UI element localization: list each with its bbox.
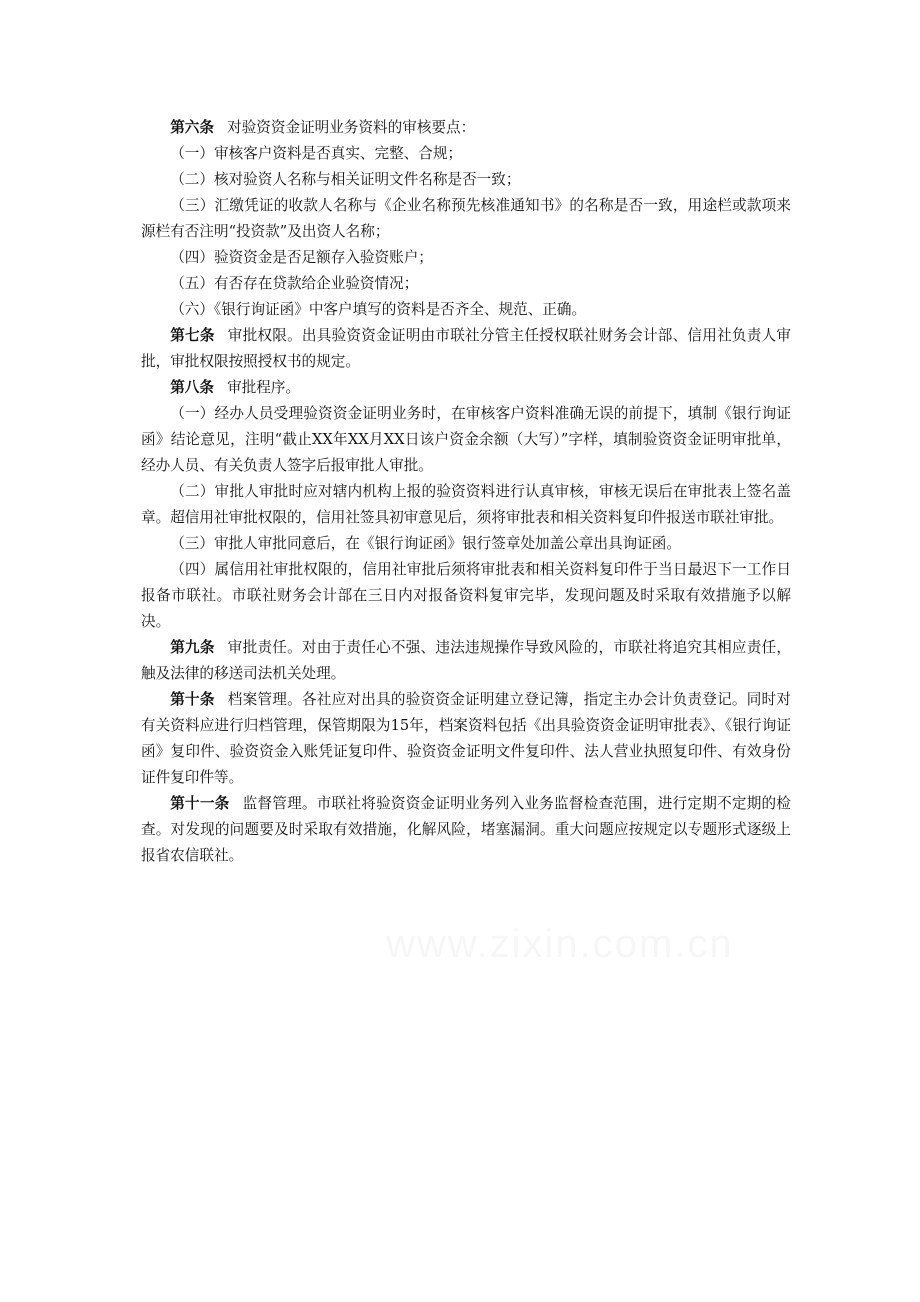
watermark xyxy=(386,922,734,967)
article-8-text: 审批程序。 xyxy=(227,379,301,396)
article-10-heading: 第十条 xyxy=(170,691,215,708)
article-11-heading: 第十一条 xyxy=(170,795,230,812)
article-8-item-1: （一）经办人员受理验资资金证明业务时，在审核客户资料准确无误的前提下，填制《银行询证函》结论意见，注明“截止XX年XX月XX日该户资金余额（大写）”字样，填制验资资金证明审批单，经办人员、有关负责人签字后报审批人审批。 xyxy=(141,405,791,474)
article-11-paragraph xyxy=(141,791,791,869)
article-6-item-2: （二）核对验资人名称与相关证明文件名称是否一致； xyxy=(170,171,521,188)
article-6-item-6: （六）《银行询证函》中客户填写的资料是否齐全、规范、正确。 xyxy=(170,301,587,318)
article-8-heading: 第八条 xyxy=(170,379,214,396)
article-8-item-4: （四）属信用社审批权限的，信用社审批后须将审批表和相关资料复印件于当日最迟下一工作日报备市联社。市联社财务会计部在三日内对报备资料复审完毕，发现问题及时采取有效措施予以解决。 xyxy=(141,561,791,630)
article-9-paragraph xyxy=(141,635,791,687)
article-10-text: 档案管理。各社应对出具的验资资金证明建立登记簿，指定主办会计负责登记。同时对有关资料应进行归档管理，保管期限为15年，档案资料包括《出具验资资金证明审批表》、《银行询证函》复印件、验资资金入账凭证复印件、验资资金证明文件复印件、法人营业执照复印件、有效身份证件复印件等。 xyxy=(141,691,791,786)
article-11-text: 监督管理。市联社将验资资金证明业务列入业务监督检查范围，进行定期不定期的检查。对发现的问题要及时采取有效措施，化解风险，堵塞漏洞。重大问题应按规定以专题形式逐级上报省农信联社。 xyxy=(141,795,791,864)
article-7-paragraph xyxy=(141,323,791,375)
article-8-paragraph xyxy=(141,375,791,401)
article-9-heading: 第九条 xyxy=(170,639,215,656)
article-7-heading: 第七条 xyxy=(170,327,215,344)
article-6-item-5: （五）有否存在贷款给企业验资情况； xyxy=(170,275,419,292)
article-7-text: 审批权限。出具验资资金证明由市联社分管主任授权联社财务会计部、信用社负责人审批，审批权限按照授权书的规定。 xyxy=(141,327,791,370)
document-body xyxy=(141,115,791,869)
article-6-item-4: （四）验资资金是否足额存入验资账户； xyxy=(170,249,433,266)
article-6-item-3: （三）汇缴凭证的收款人名称与《企业名称预先核准通知书》的名称是否一致，用途栏或款项来源栏有否注明“投资款”及出资人名称； xyxy=(141,197,791,240)
article-6-text: 对验资资金证明业务资料的审核要点： xyxy=(227,119,476,136)
article-6-heading: 第六条 xyxy=(170,119,214,136)
article-9-text: 审批责任。对由于责任心不强、违法违规操作导致风险的，市联社将追究其相应责任，触及法律的移送司法机关处理。 xyxy=(141,639,791,682)
article-8-item-3: （三）审批人审批同意后，在《银行询证函》银行签章处加盖公章出具询证函。 xyxy=(170,535,681,552)
article-6-paragraph xyxy=(141,115,791,141)
article-6-item-1: （一）审核客户资料是否真实、完整、合规； xyxy=(170,145,463,162)
article-10-paragraph xyxy=(141,687,791,791)
article-8-item-2: （二）审批人审批时应对辖内机构上报的验资资料进行认真审核，审核无误后在审批表上签名盖章。超信用社审批权限的，信用社签具初审意见后，须将审批表和相关资料复印件报送市联社审批。 xyxy=(141,483,791,526)
